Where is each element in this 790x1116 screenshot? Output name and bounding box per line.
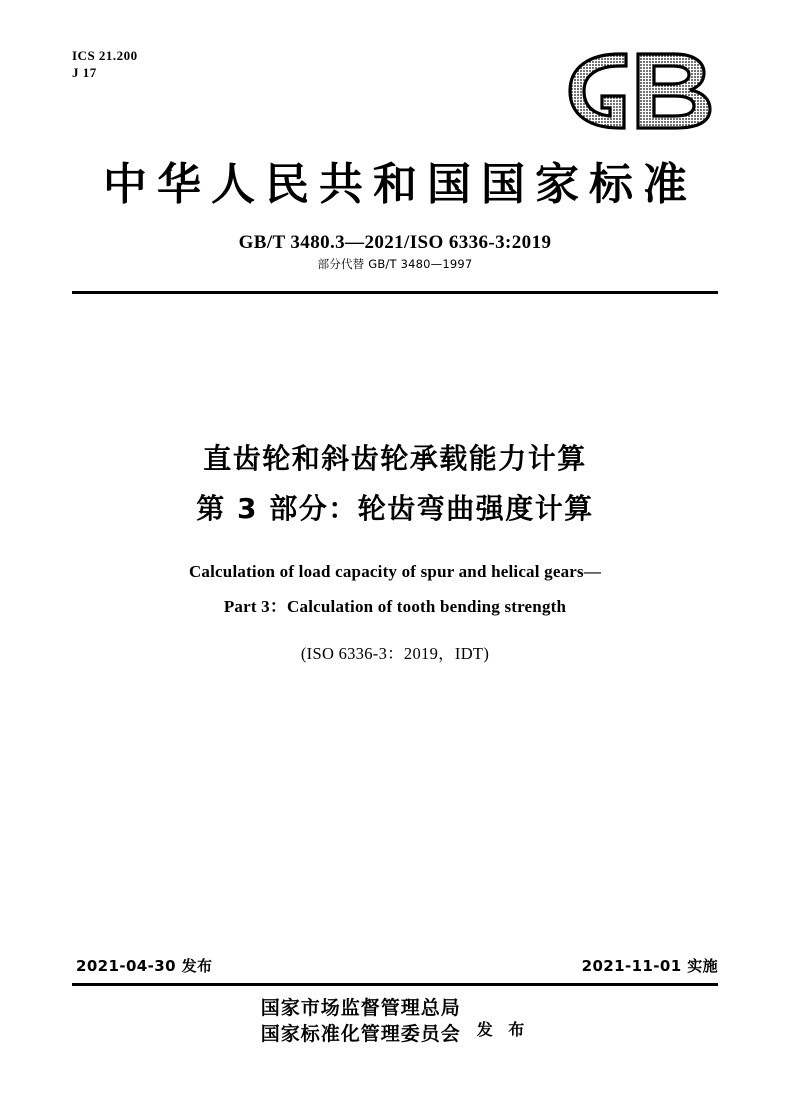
gb-logo: [562, 52, 722, 130]
english-title-line-1: Calculation of load capacity of spur and helical gears—: [188, 562, 602, 581]
standard-replaces: 部分代替 GB/T 3480—1997: [317, 257, 473, 271]
ics-classification-block: [72, 47, 138, 81]
chinese-title-line-2: 第 3 部分：轮齿弯曲强度计算: [196, 492, 594, 525]
publish-label: 发 布: [476, 1019, 530, 1039]
ics-code: ICS 21.200: [72, 48, 138, 63]
national-standard-title: 中华人民共和国国家标准: [103, 159, 697, 210]
ccs-code: J 17: [72, 65, 97, 80]
issuer-block: [0, 995, 790, 1047]
iso-equivalence: (ISO 6336-3：2019，IDT): [300, 644, 490, 663]
issuer-line-1: 国家市场监督管理总局: [260, 997, 461, 1019]
implement-date: 2021-11-01 实施: [581, 957, 718, 975]
issue-date: 2021-04-30 发布: [76, 957, 213, 975]
standard-number: GB/T 3480.3—2021/ISO 6336-3:2019: [238, 232, 552, 253]
issuer-line-2: 国家标准化管理委员会: [260, 1023, 461, 1045]
chinese-title-line-1: 直齿轮和斜齿轮承载能力计算: [203, 442, 587, 475]
bottom-divider: [72, 983, 718, 986]
english-title-line-2: Part 3：Calculation of tooth bending strength: [223, 597, 567, 616]
top-divider: [72, 291, 718, 294]
issuer-names: [261, 995, 461, 1047]
